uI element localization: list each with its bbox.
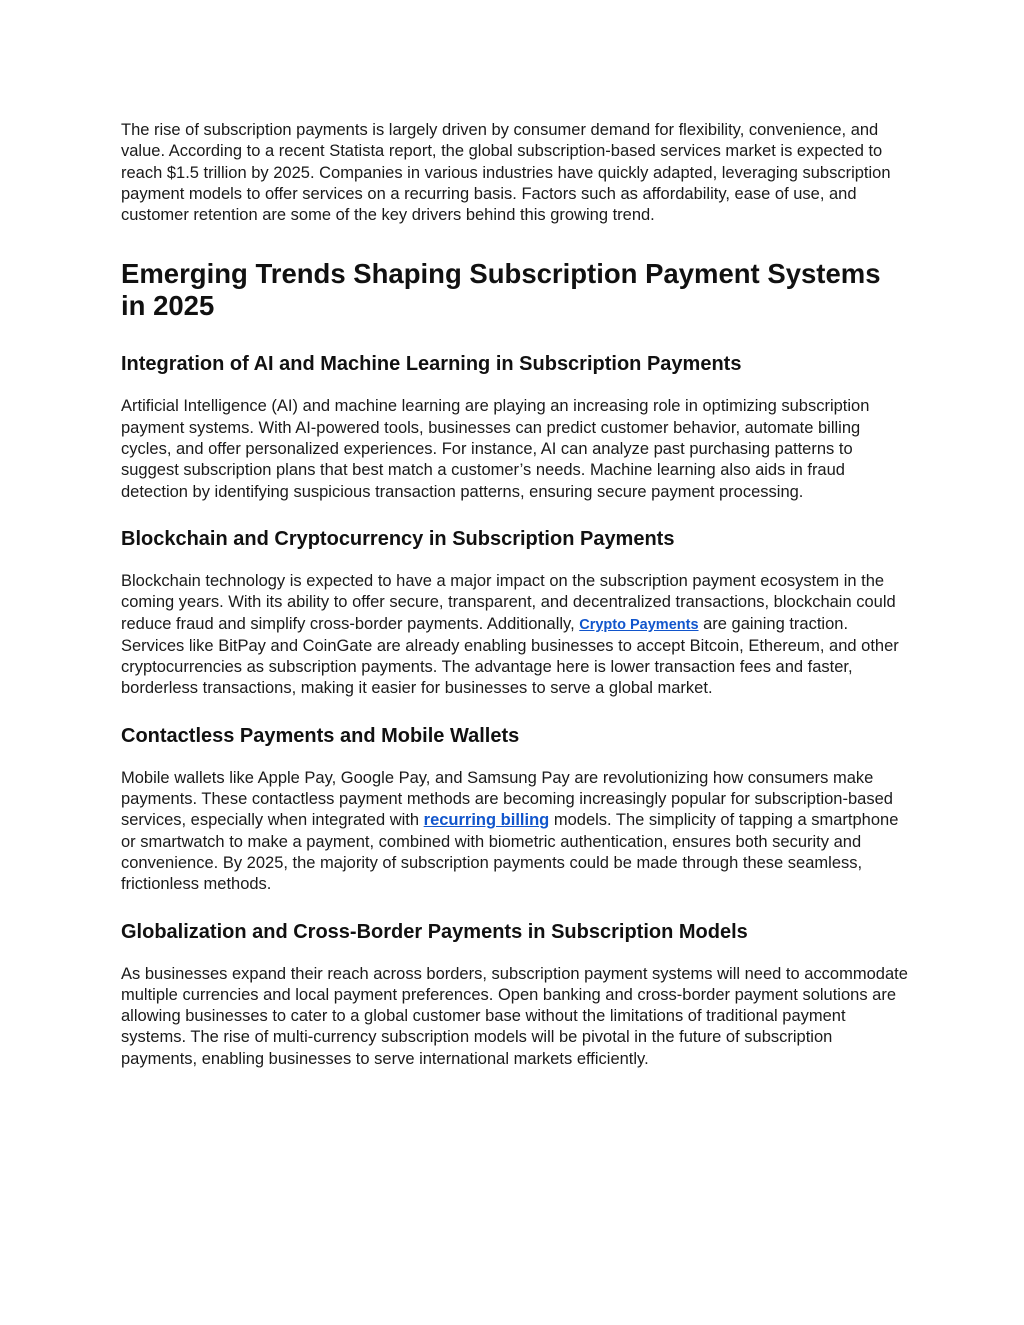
section-body-blockchain — [121, 571, 911, 700]
section-body-contactless — [121, 768, 911, 896]
contactless-text-after: models. The simplicity of tapping a smartphone or smartwatch to make a payment, combined with biometric authentication, ensures both security and convenience. By 2025, the majority of subscription payments could be made through these seamless, frictionless methods. — [121, 811, 899, 894]
crypto-payments-link[interactable]: Crypto Payments — [579, 616, 699, 633]
page-title: Emerging Trends Shaping Subscription Payment Systems in 2025 — [121, 258, 881, 322]
section-body-ai: Artificial Intelligence (AI) and machine learning are playing an increasing role in optimizing subscription payment systems. With AI-powered tools, businesses can predict customer behavior, automate billing cycles, and offer personalized experiences. For instance, AI can analyze past purchasing patterns to suggest subscription plans that best match a customer’s needs. Machine learning also aids in fraud detection by identifying suspicious transaction patterns, ensuring secure payment processing. — [121, 397, 870, 501]
section-heading-contactless: Contactless Payments and Mobile Wallets — [121, 724, 520, 747]
section-body-global: As businesses expand their reach across borders, subscription payment systems will need to accommodate multiple currencies and local payment preferences. Open banking and cross-border payment solutions are allowing businesses to cater to a global customer base without the limitations of traditional payment systems. The rise of multi-currency subscription models will be pivotal in the future of subscription payments, enabling businesses to serve international markets efficiently. — [121, 964, 908, 1068]
section-heading-blockchain: Blockchain and Cryptocurrency in Subscription Payments — [121, 527, 675, 550]
blockchain-text-before: Blockchain technology is expected to have a major impact on the subscription payment ecosystem in the coming years. With its ability to offer secure, transparent, and decentralized transactions, blockchain could reduce fraud and simplify cross-border payments. Additionally, — [121, 571, 896, 633]
section-heading-ai: Integration of AI and Machine Learning in Subscription Payments — [121, 353, 742, 376]
contactless-text-before: Mobile wallets like Apple Pay, Google Pay, and Samsung Pay are revolutionizing how consumers make payments. These contactless payment methods are becoming increasingly popular for subscription-based services, especially when integrated with — [121, 768, 893, 830]
document-page — [121, 120, 911, 1070]
blockchain-text-after: are gaining traction. Services like BitPay and CoinGate are already enabling businesses to accept Bitcoin, Ethereum, and other cryptocurrencies as subscription payments. The advantage here is lower transaction fees and faster, borderless transactions, making it easier for businesses to serve a global market. — [121, 614, 899, 698]
intro-paragraph: The rise of subscription payments is largely driven by consumer demand for flexibility, convenience, and value. According to a recent Statista report, the global subscription-based services market is expected to reach $1.5 trillion by 2025. Companies in various industries have quickly adapted, leveraging subscription payment models to offer services on a recurring basis. Factors such as affordability, ease of use, and customer retention are some of the key drivers behind this growing trend. — [121, 121, 891, 225]
recurring-billing-link[interactable]: recurring billing — [423, 811, 550, 830]
section-heading-global: Globalization and Cross-Border Payments in Subscription Models — [121, 920, 748, 943]
